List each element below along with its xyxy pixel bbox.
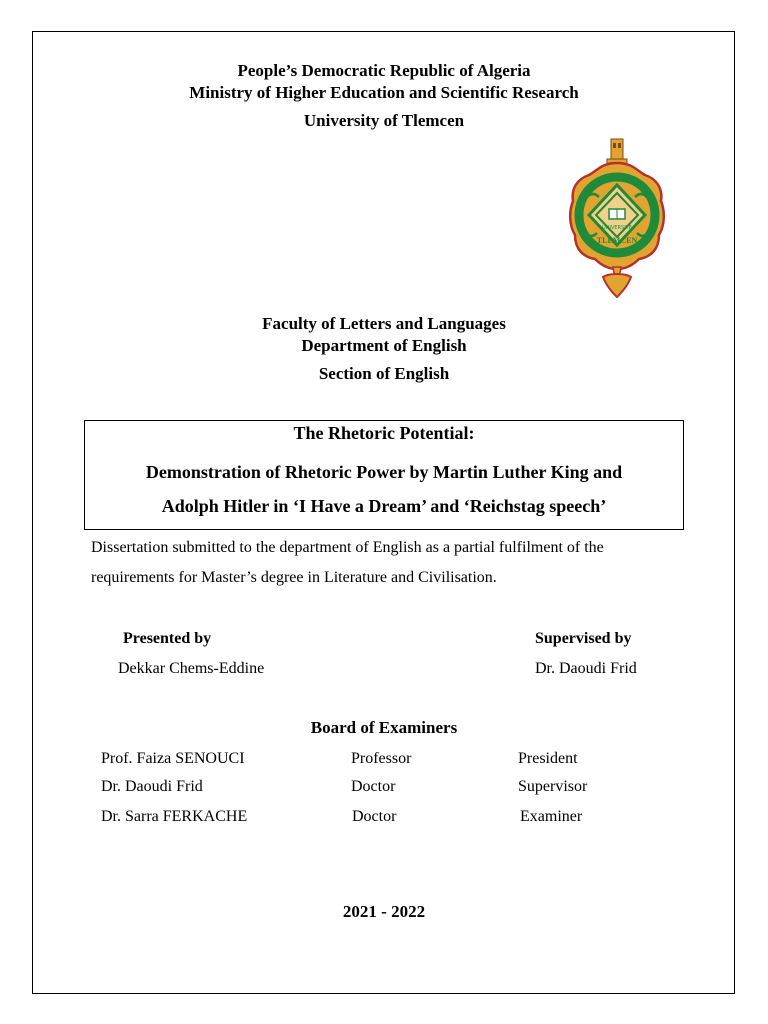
examiner-rank: Doctor bbox=[351, 778, 396, 795]
examiner-name: Prof. Faiza SENOUCI bbox=[101, 750, 245, 767]
dissertation-line-2: requirements for Master’s degree in Literature and Civilisation. bbox=[91, 569, 497, 586]
examiner-role: Examiner bbox=[520, 808, 583, 825]
seal-bottom-text: TLEMCEN bbox=[596, 236, 638, 245]
examiner-name: Dr. Daoudi Frid bbox=[101, 778, 203, 795]
department-heading: Department of English bbox=[301, 336, 467, 355]
examiner-role: Supervisor bbox=[518, 778, 588, 795]
thesis-title: The Rhetoric Potential: bbox=[293, 423, 475, 443]
examiner-rank: Doctor bbox=[352, 808, 397, 825]
seal-inner-text: UNIVERSITÉ bbox=[602, 225, 632, 231]
thesis-subtitle-line-2: Adolph Hitler in ‘I Have a Dream’ and ‘Reichstag speech’ bbox=[161, 496, 607, 516]
examiner-rank: Professor bbox=[351, 750, 412, 767]
dissertation-line-1: Dissertation submitted to the department of English as a partial fulfilment of the bbox=[91, 539, 604, 556]
supervisor-name: Dr. Daoudi Frid bbox=[535, 660, 637, 677]
student-name: Dekkar Chems-Eddine bbox=[118, 660, 265, 677]
country-heading: People’s Democratic Republic of Algeria bbox=[237, 61, 531, 80]
ministry-heading: Ministry of Higher Education and Scientific Research bbox=[189, 83, 579, 102]
examiner-name: Dr. Sarra FERKACHE bbox=[101, 808, 248, 825]
board-heading: Board of Examiners bbox=[310, 718, 458, 737]
university-seal-icon bbox=[567, 137, 667, 299]
university-heading: University of Tlemcen bbox=[303, 111, 465, 130]
academic-year: 2021 - 2022 bbox=[342, 902, 426, 921]
presented-by-label: Presented by bbox=[123, 630, 212, 647]
section-heading: Section of English bbox=[318, 364, 450, 383]
faculty-heading: Faculty of Letters and Languages bbox=[262, 314, 506, 333]
supervised-by-label: Supervised by bbox=[535, 630, 632, 647]
examiner-role: President bbox=[518, 750, 578, 767]
thesis-subtitle-line-1: Demonstration of Rhetoric Power by Martin Luther King and bbox=[145, 462, 623, 482]
